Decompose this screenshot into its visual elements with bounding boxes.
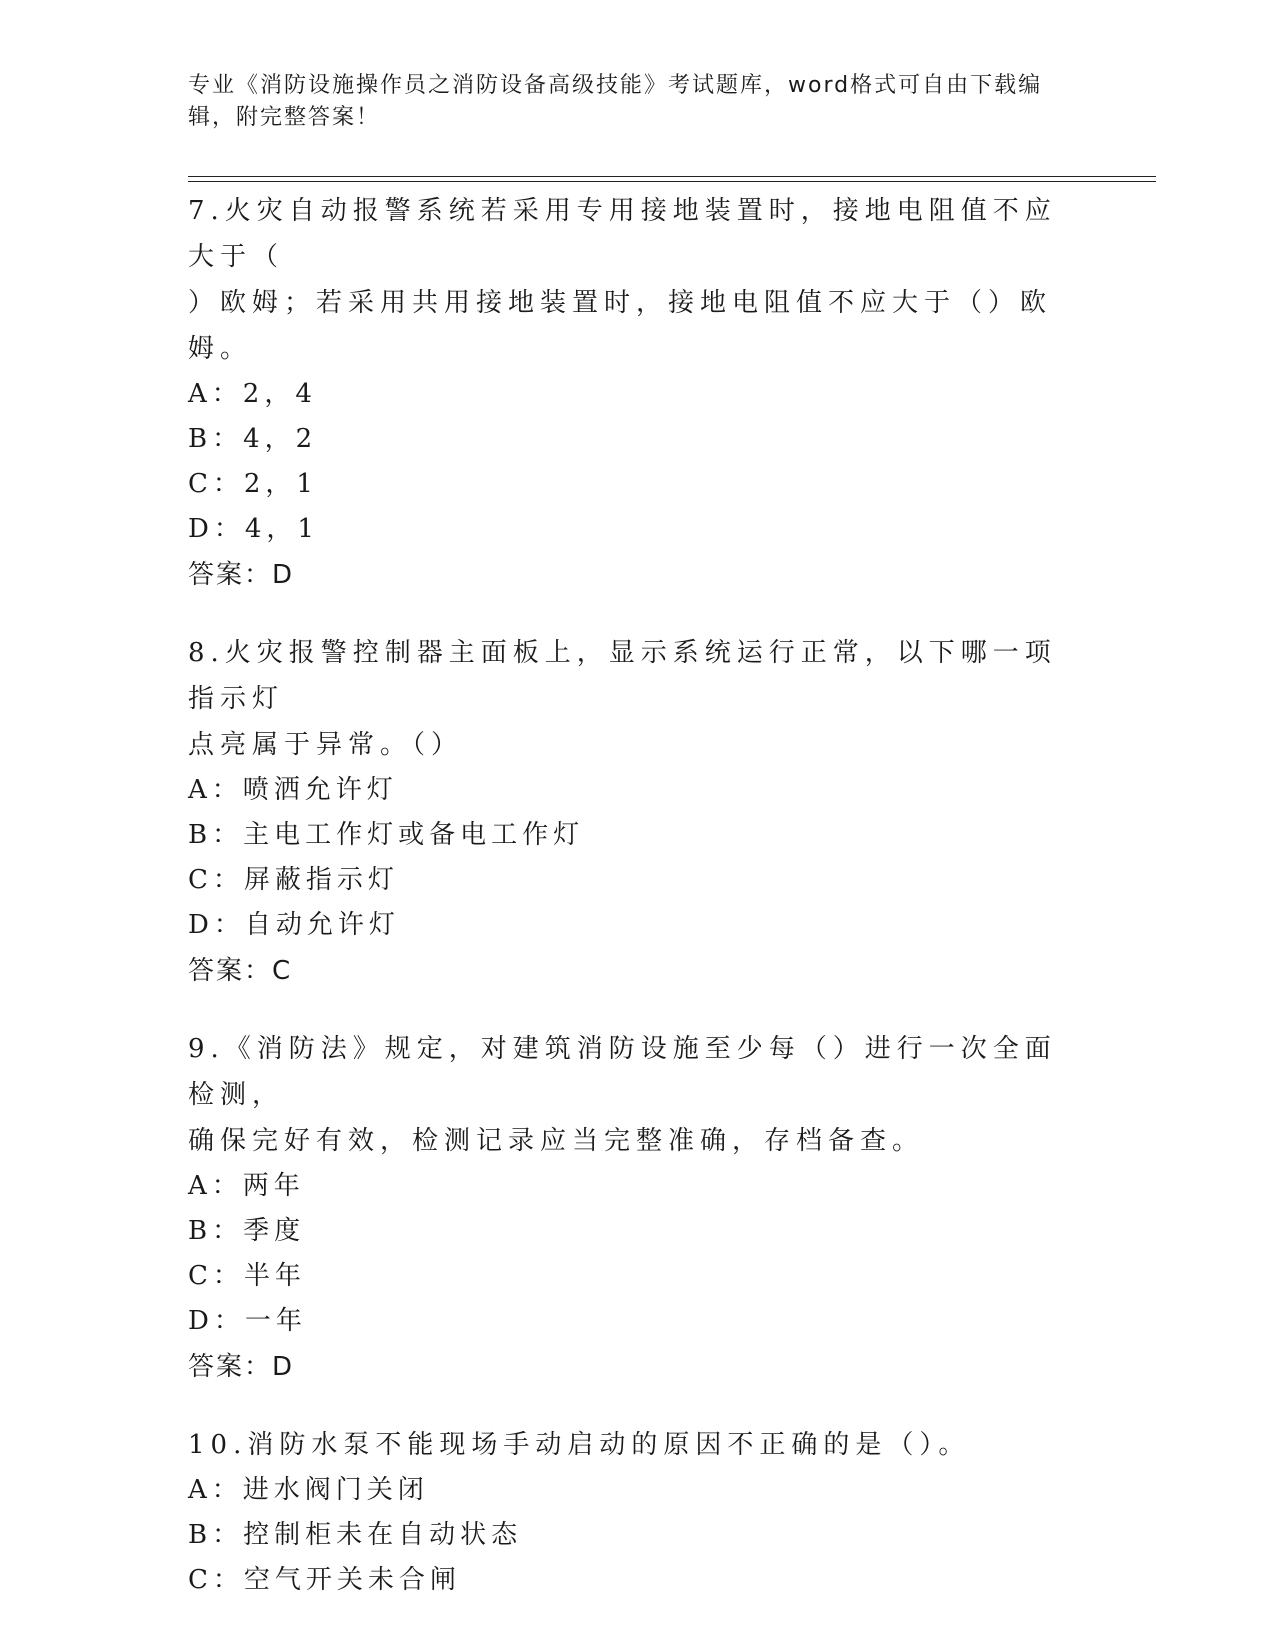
option-b: B：主电工作灯或备电工作灯	[188, 820, 585, 850]
question-stem: 9.《消防法》规定，对建筑消防设施至少每（）进行一次全面检测， 确保完好有效，检测记录应当完整准确，存档备查。	[188, 1034, 1057, 1156]
option-c: C：2，1	[188, 469, 318, 499]
question-10	[188, 1422, 1088, 1603]
answer-label: 答案：C	[188, 956, 293, 986]
option-c: C：空气开关未合闸	[188, 1565, 461, 1595]
document-header: 专业《消防设施操作员之消防设备高级技能》考试题库，word格式可自由下载编辑，附完整答案！	[188, 73, 1043, 130]
header-divider-top	[188, 176, 1156, 177]
question-8	[188, 630, 1088, 994]
question-stem: 10.消防水泵不能现场手动启动的原因不正确的是（）。	[188, 1430, 971, 1460]
answer-label: 答案：D	[188, 560, 295, 590]
question-stem: 7.火灾自动报警系统若采用专用接地装置时，接地电阻值不应大于（ ）欧姆；若采用共用接地装置时，接地电阻值不应大于（）欧姆。	[188, 196, 1057, 364]
option-c: C：半年	[188, 1261, 306, 1291]
option-b: B：4，2	[188, 424, 318, 454]
question-9	[188, 1026, 1088, 1390]
header-divider-bottom	[188, 181, 1156, 182]
option-a: A：2，4	[188, 379, 317, 409]
option-c: C：屏蔽指示灯	[188, 865, 399, 895]
question-list	[188, 188, 1088, 1635]
option-d: D：自动允许灯	[188, 910, 400, 940]
option-d: D：一年	[188, 1306, 307, 1336]
option-d: D：4，1	[188, 514, 319, 544]
question-stem: 8.火灾报警控制器主面板上，显示系统运行正常，以下哪一项指示灯 点亮属于异常。（）	[188, 638, 1057, 760]
option-a: A：喷洒允许灯	[188, 775, 398, 805]
option-a: A：两年	[188, 1171, 305, 1201]
answer-label: 答案：D	[188, 1352, 295, 1382]
option-a: A：进水阀门关闭	[188, 1475, 429, 1505]
question-7	[188, 188, 1088, 598]
option-b: B：控制柜未在自动状态	[188, 1520, 523, 1550]
option-b: B：季度	[188, 1216, 306, 1246]
